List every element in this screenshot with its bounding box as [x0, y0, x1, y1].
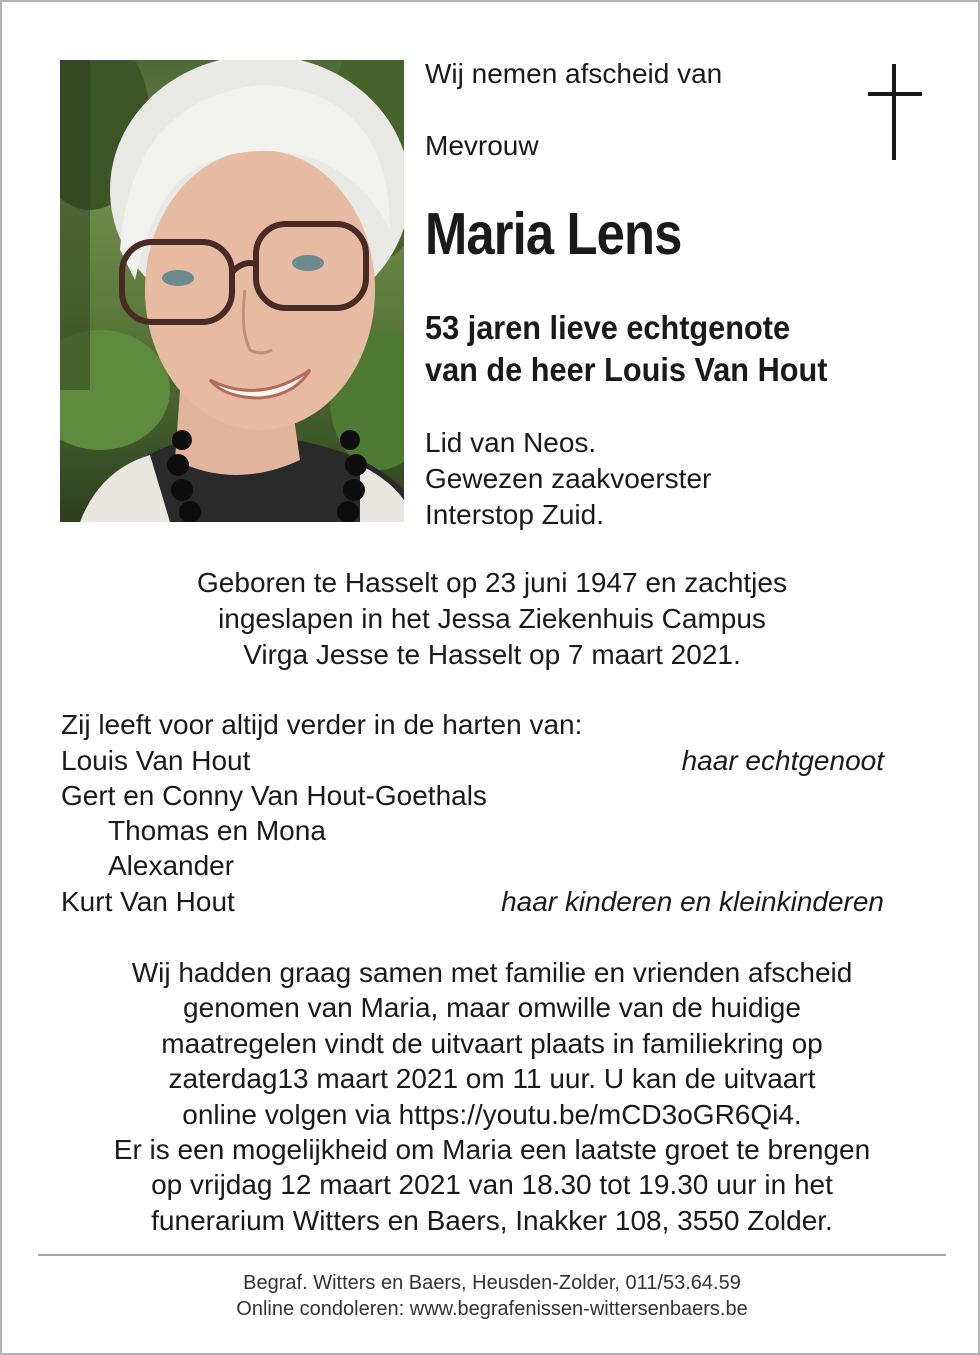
notice-line: maatregelen vindt de uitvaart plaats in familiekring op [161, 1027, 823, 1059]
notice-line: Wij hadden graag samen met familie en vrienden afscheid [131, 957, 853, 988]
honorific: Mevrouw [425, 130, 539, 161]
footer [42, 1270, 942, 1322]
birth-line: ingeslapen in het Jessa Ziekenhuis Campus [218, 603, 766, 634]
latin-cross-icon [864, 64, 924, 162]
roles-text [425, 425, 711, 533]
birth-line: Virga Jesse te Hasselt op 7 maart 2021. [243, 639, 741, 670]
notice-line: zaterdag13 maart 2021 om 11 uur. U kan de uitvaart [168, 1063, 816, 1095]
deceased-name: Maria Lens [425, 201, 682, 267]
notice-line: genomen van Maria, maar omwille van de huidige [183, 992, 801, 1024]
family-member: Alexander [108, 850, 235, 881]
mourners-intro: Zij leeft voor altijd verder in de harten van: [61, 709, 583, 740]
notice-line: op vrijdag 12 maart 2021 van 18.30 tot 19.30 uur in het [151, 1169, 833, 1201]
family-member: Gert en Conny Van Hout-Goethals [61, 780, 487, 811]
family-member: Kurt Van Hout [61, 886, 235, 917]
role-line: Interstop Zuid. [425, 499, 604, 530]
spouse-line: van de heer Louis Van Hout [425, 351, 828, 388]
family-relation: haar echtgenoot [681, 745, 884, 776]
role-line: Lid van Neos. [425, 427, 597, 458]
intro-text: Wij nemen afscheid van [425, 58, 723, 89]
family-member: Thomas en Mona [108, 815, 326, 846]
notice-line: Er is een mogelijkheid om Maria een laatste groet te brengen [113, 1134, 871, 1166]
family-member: Louis Van Hout [61, 745, 251, 776]
funeral-notice [42, 955, 942, 1238]
spouse-line: 53 jaren lieve echtgenote [425, 309, 791, 346]
portrait-photo [60, 60, 404, 522]
condolence-line: Online condoleren: www.begrafenissen-wittersenbaers.be [236, 1298, 748, 1320]
spouse-text [425, 307, 858, 391]
funeral-home-line: Begraf. Witters en Baers, Heusden-Zolder, 011/53.64.59 [243, 1272, 741, 1294]
divider [38, 1254, 946, 1256]
birth-line: Geboren te Hasselt op 23 juni 1947 en zachtjes [197, 567, 787, 598]
birth-death-text [102, 565, 882, 673]
notice-line: online volgen via https://youtu.be/mCD3oGR6Qi4. [182, 1098, 802, 1130]
notice-line: funerarium Witters en Baers, Inakker 108, 3550 Zolder. [151, 1204, 833, 1236]
role-line: Gewezen zaakvoerster [425, 463, 712, 494]
family-relation: haar kinderen en kleinkinderen [501, 886, 884, 917]
